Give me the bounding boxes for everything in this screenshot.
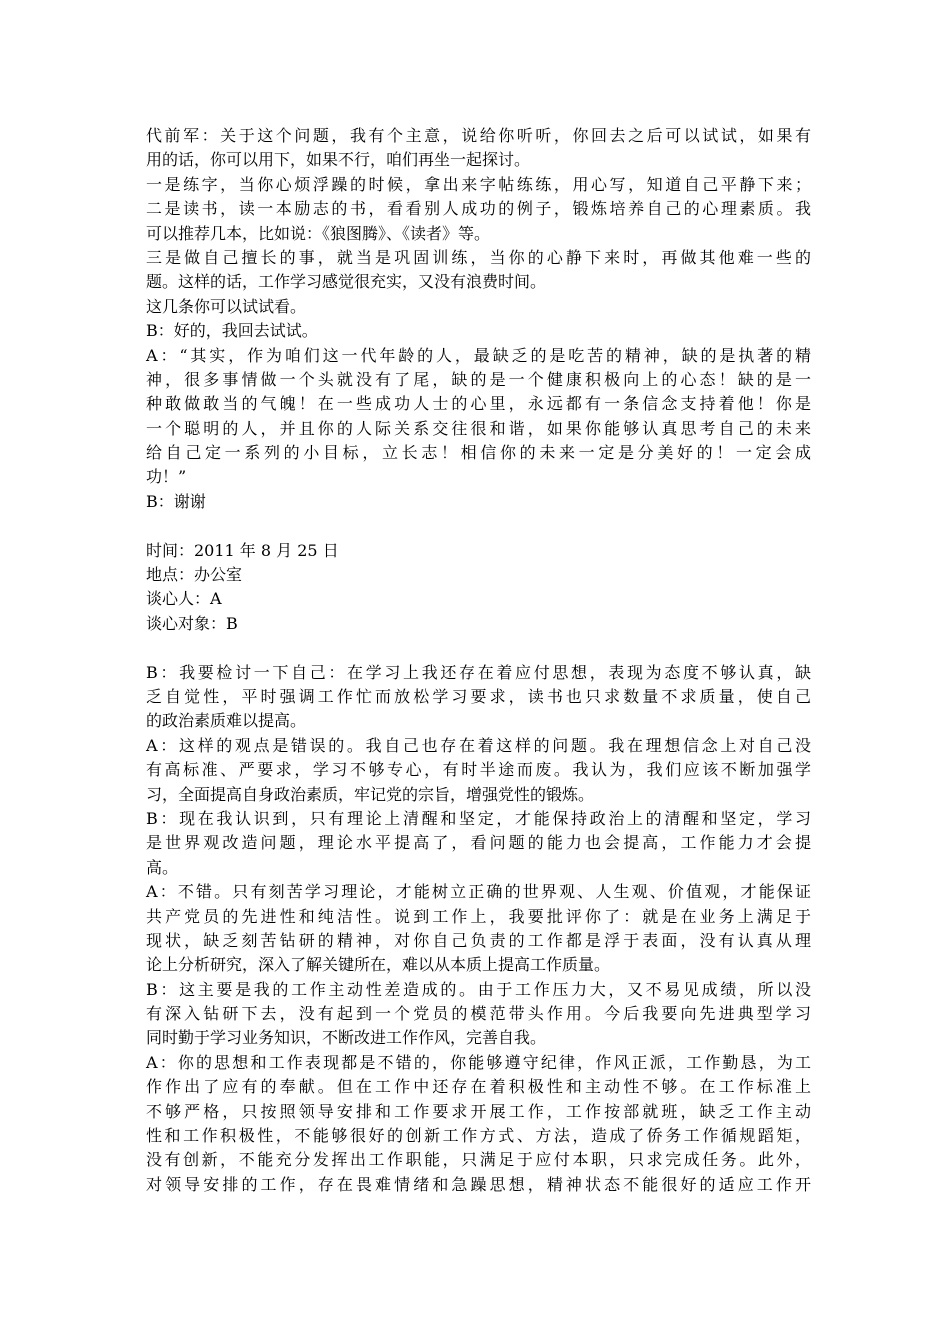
text-line: 没有创新，不能充分发挥出工作职能，只满足于应付本职，只求完成任务。此外，	[146, 1150, 811, 1170]
text-line: 二是读书，读一本励志的书，看看别人成功的例子，锻炼培养自己的心理素质。我	[146, 199, 811, 219]
text-line: 不够严格，只按照领导安排和工作要求开展工作，工作按部就班，缺乏工作主动	[146, 1101, 811, 1121]
text-line: 是世界观改造问题，理论水平提高了，看问题的能力也会提高，工作能力才会提	[146, 833, 811, 853]
text-line: 的政治素质难以提高。	[146, 711, 307, 731]
text-line: 这几条你可以试试看。	[146, 296, 307, 316]
text-line: 共产党员的先进性和纯洁性。说到工作上，我要批评你了：就是在业务上满足于	[146, 906, 811, 926]
blank-line	[146, 636, 811, 660]
text-line: B：现在我认识到，只有理论上清醒和坚定，才能保持政治上的清醒和坚定，学习	[146, 808, 811, 828]
text-line: 同时勤于学习业务知识，不断改进工作作风，完善自我。	[146, 1028, 547, 1048]
text-line: 有高标准、严要求，学习不够专心，有时半途而废。我认为，我们应该不断加强学	[146, 760, 811, 780]
text-line: 谈心对象：B	[146, 613, 238, 633]
text-line: B：我要检讨一下自己：在学习上我还存在着应付思想，表现为态度不够认真，缺	[146, 662, 811, 682]
text-line: 给自己定一系列的小目标，立长志！相信你的未来一定是分美好的！一定会成	[146, 443, 811, 463]
text-line: 地点：办公室	[146, 565, 243, 585]
text-line: 一个聪明的人，并且你的人际关系交往很和谐，如果你能够认真思考自己的未来	[146, 418, 811, 438]
blank-line	[146, 514, 811, 538]
text-line: 作作出了应有的奉献。但在工作中还存在着积极性和主动性不够。在工作标准上	[146, 1077, 811, 1097]
text-line: B：好的，我回去试试。	[146, 321, 318, 341]
text-line: 论上分析研究，深入了解关键所在，难以从本质上提高工作质量。	[146, 955, 611, 975]
text-line: 有深入钻研下去，没有起到一个党员的模范带头作用。今后我要向先进典型学习	[146, 1004, 811, 1024]
text-line: 三是做自己擅长的事，就当是巩固训练，当你的心静下来时，再做其他难一些的	[146, 247, 811, 267]
text-line: 可以推荐几本，比如说：《狼图腾》、《读者》等。	[146, 223, 491, 243]
text-line: 种敢做敢当的气魄！在一些成功人士的心里，永远都有一条信念支持着他！你是	[146, 394, 811, 414]
text-line: A：不错。只有刻苦学习理论，才能树立正确的世界观、人生观、价值观，才能保证	[146, 882, 811, 902]
text-line: 用的话，你可以用下，如果不行，咱们再坐一起探讨。	[146, 150, 531, 170]
text-line: 功！”	[146, 467, 187, 487]
text-line: 时间：2011 年 8 月 25 日	[146, 540, 339, 560]
text-line: 性和工作积极性，不能够很好的创新工作方式、方法，造成了侨务工作循规蹈矩，	[146, 1126, 811, 1146]
text-line: 一是练字，当你心烦浮躁的时候，拿出来字帖练练，用心写，知道自己平静下来；	[146, 174, 811, 194]
text-line: B：这主要是我的工作主动性差造成的。由于工作压力大，又不易见成绩，所以没	[146, 979, 811, 999]
text-line: 高。	[146, 857, 179, 877]
text-line: 代前军：关于这个问题，我有个主意，说给你听听，你回去之后可以试试，如果有	[146, 126, 811, 145]
text-line: 乏自觉性，平时强调工作忙而放松学习要求，读书也只求数量不求质量，使自己	[146, 686, 811, 706]
text-line: 题。这样的话，工作学习感觉很充实，又没有浪费时间。	[146, 272, 547, 292]
document-page	[146, 124, 811, 1197]
text-line: 神，很多事情做一个头就没有了尾，缺的是一个健康积极向上的心态！缺的是一	[146, 369, 811, 389]
text-line: 谈心人：A	[146, 589, 222, 609]
text-line: B：谢谢	[146, 491, 206, 511]
text-line: A：你的思想和工作表现都是不错的，你能够遵守纪律，作风正派，工作勤恳，为工	[146, 1052, 811, 1072]
text-line: 习，全面提高自身政治素质，牢记党的宗旨，增强党性的锻炼。	[146, 784, 595, 804]
text-line: 现状，缺乏刻苦钻研的精神，对你自己负责的工作都是浮于表面，没有认真从理	[146, 930, 811, 950]
text-line: A：这样的观点是错误的。我自己也存在着这样的问题。我在理想信念上对自己没	[146, 735, 811, 755]
text-line: A：“其实，作为咱们这一代年龄的人，最缺乏的是吃苦的精神，缺的是执著的精	[146, 345, 811, 365]
text-line: 对领导安排的工作，存在畏难情绪和急躁思想，精神状态不能很好的适应工作开	[146, 1174, 811, 1194]
